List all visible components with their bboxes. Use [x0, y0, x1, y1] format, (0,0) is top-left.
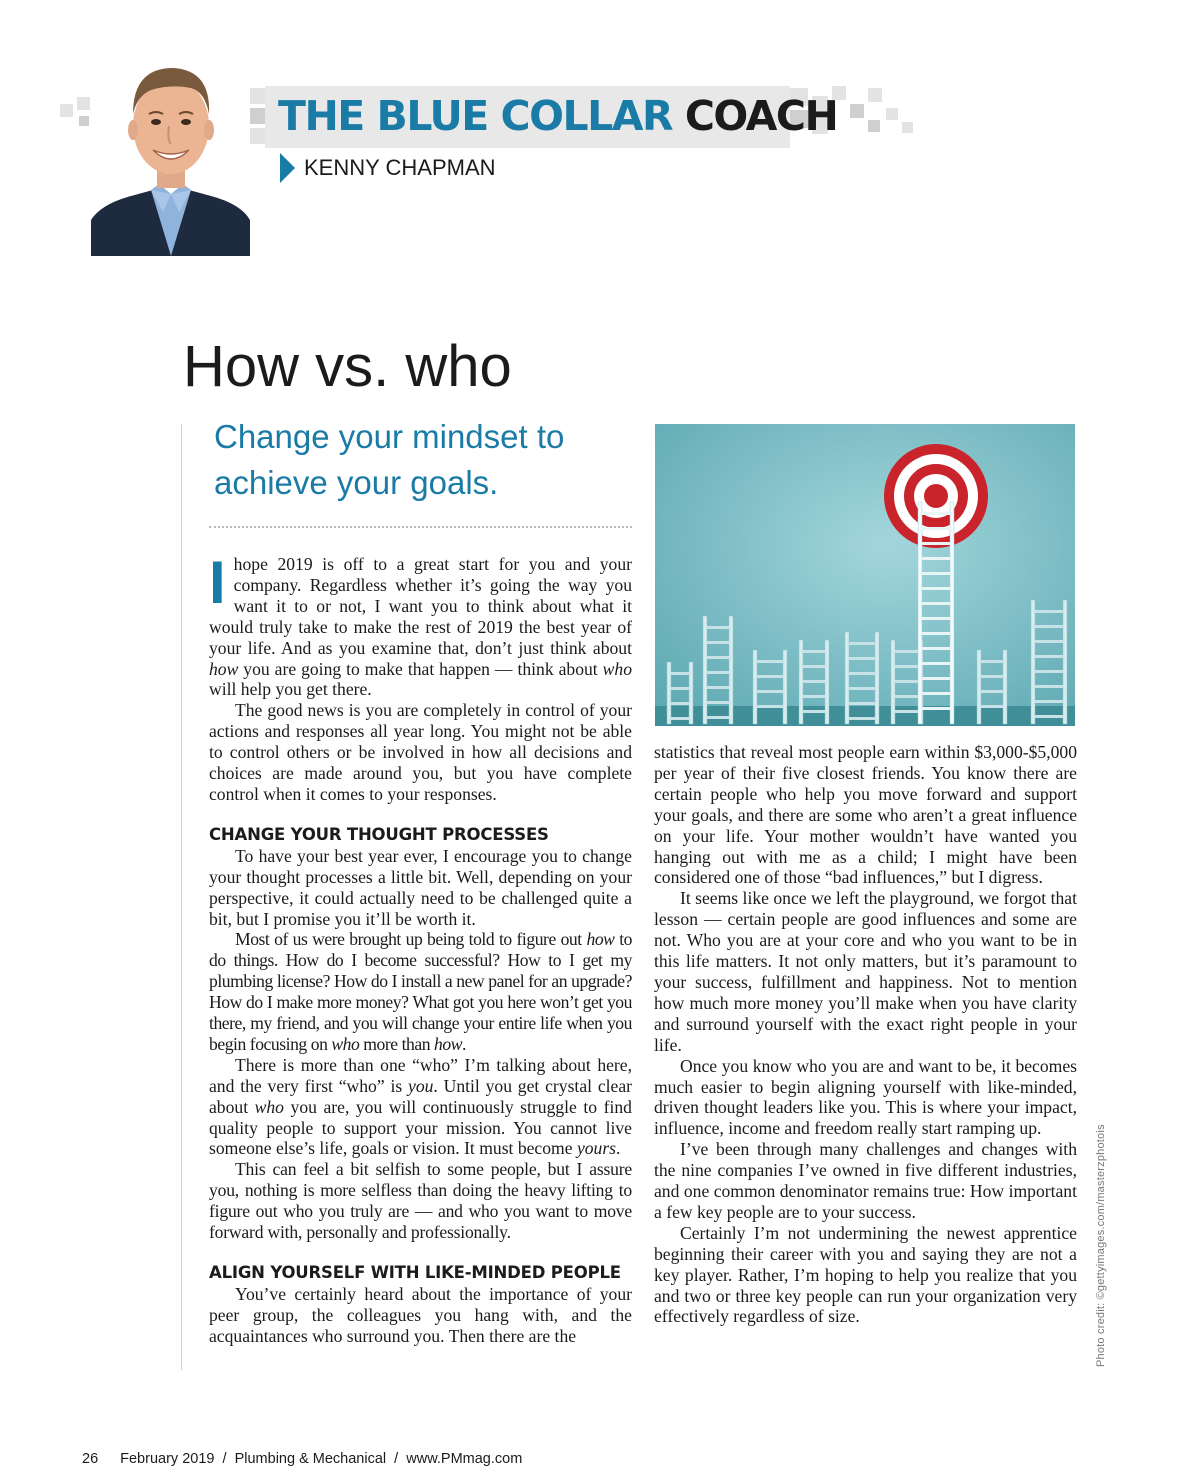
pixel-decoration: [868, 120, 880, 132]
target-icon: [884, 444, 988, 548]
pixel-decoration: [79, 116, 89, 126]
author-name: KENNY CHAPMAN: [304, 155, 496, 180]
text-run: you are going to make that happen — think about: [238, 658, 603, 679]
section-heading: CHANGE YOUR THOUGHT PROCESSES: [209, 824, 549, 844]
article-paragraph: This can feel a bit selfish to some people, but I assure you, nothing is more selfless than doing the heavy lifting to figure out who you truly are — and who you want to move forward with, personally and professionally.: [209, 1159, 632, 1243]
column-divider: [181, 424, 182, 1370]
emphasis: yours: [576, 1138, 617, 1159]
emphasis: how: [434, 1033, 463, 1054]
author-portrait: [91, 44, 250, 256]
article-column-left: [209, 549, 632, 1347]
dotted-divider: [209, 526, 632, 528]
page-footer: [82, 1451, 522, 1467]
pixel-decoration: [249, 108, 265, 124]
pixel-decoration: [886, 108, 898, 120]
column-title-blue: THE BLUE COLLAR: [278, 92, 673, 140]
pixel-decoration: [850, 104, 864, 118]
article-paragraph: Once you know who you are and want to be, it becomes much easier to begin aligning yourself with like-minded, driven thought leaders like you. This is where your impact, influence, income and freedom really start ramping up.: [654, 1055, 1077, 1139]
pixel-decoration: [77, 97, 90, 110]
column-title: [278, 90, 837, 142]
text-run: .: [462, 1033, 466, 1054]
article-paragraph: [209, 929, 632, 1054]
column-masthead: [0, 0, 1200, 270]
emphasis: who: [602, 658, 632, 679]
photo-credit: Photo credit: ©gettyimages.com/masterzphotois: [1095, 1124, 1107, 1367]
emphasis: you: [408, 1075, 434, 1096]
emphasis: who: [331, 1033, 360, 1054]
article-paragraph: You’ve certainly heard about the importance of your peer group, the colleagues you hang with, and the acquaintances who surround you. Then there are the: [209, 1283, 632, 1346]
drop-cap: I: [209, 549, 226, 616]
text-run: will help you get there.: [209, 679, 372, 700]
article-paragraph: To have your best year ever, I encourage you to change your thought processes a little bit. Well, depending on your perspective, it could actually need to be challenged quite a bit, but I promise you it’ll be worth it.: [209, 845, 632, 929]
article-paragraph: It seems like once we left the playground, we forgot that lesson — certain people are good influences and some are not. Who you are at your core and who you want to be in this life matters. It not only matters, but it’s paramount to your success, fulfillment and happiness. Not to mention how much more money you’ll make when you have clarity and surround yourself with the exact right people in your life.: [654, 888, 1077, 1055]
article-paragraph: The good news is you are completely in control of your actions and responses all year long. You might not be able to control others or be involved in how all decisions and choices are made around you, but you have complete control when it comes to your responses.: [209, 700, 632, 804]
article-paragraph: Certainly I’m not undermining the newest apprentice beginning their career with you and saying they are not a key player. Rather, I’m hoping to help you realize that you and two or three key people can run your organization very effectively regardless of size.: [654, 1222, 1077, 1327]
article-paragraph: statistics that reveal most people earn within $3,000-$5,000 per year of their five closest friends. You know there are certain people who help you move forward and support your goals, and there are some who aren’t a great influence on your life. Your mother wouldn’t have wanted you hanging out with me as a child; I might have been considered one of those “bad influences,” but I digress.: [654, 742, 1077, 888]
text-run: Most of us were brought up being told to figure out: [235, 929, 587, 950]
footer-text: February 2019 / Plumbing & Mechanical / www.PMmag.com: [120, 1451, 523, 1467]
pixel-decoration: [902, 122, 913, 133]
text-run: you are, you will continuously struggle to find quality people to support your mission. You cannot live someone else’s life, goals or vision. It must become: [209, 1096, 632, 1159]
emphasis: how: [209, 658, 239, 679]
text-run: more than: [359, 1033, 435, 1054]
article-headline: How vs. who: [183, 334, 512, 399]
text-run: to do things. How do I become successful? How to I get my plumbing license? How do I install a new panel for an upgrade? How do I make more money? What got you here won’t get you there, my friend, and you will change your entire life when you begin focusing on: [209, 929, 632, 1054]
page-number: 26: [82, 1451, 99, 1467]
pixel-decoration: [868, 88, 882, 102]
text-run: hope 2019 is off to a great start for you and your company. Regardless whether it’s going the way you want it to or not, I want you to think about what it would truly take to make the rest of 2019 the best year of your life. And as you examine that, don’t just think about: [209, 554, 632, 658]
text-run: There is more than one “who” I’m talking about here, and the very first “who” is: [209, 1054, 632, 1096]
emphasis: how: [586, 929, 615, 950]
pixel-decoration: [249, 88, 265, 104]
section-heading: ALIGN YOURSELF WITH LIKE-MINDED PEOPLE: [209, 1263, 621, 1282]
column-title-dark: COACH: [684, 92, 838, 140]
text-run: . Until you get crystal clear about: [209, 1075, 632, 1117]
text-run: .: [616, 1138, 621, 1159]
article-deck: Change your mindset to achieve your goals.: [214, 418, 565, 501]
article-column-right: [654, 742, 1077, 1327]
article-paragraph: [209, 1055, 632, 1160]
pixel-decoration: [60, 104, 73, 117]
play-arrow-icon: [280, 153, 295, 183]
target-ladders-illustration: [655, 424, 1075, 726]
article-paragraph: [209, 549, 632, 700]
article-paragraph: I’ve been through many challenges and changes with the nine companies I’ve owned in five different industries, and one common denominator remains true: How important a few key people are to your success.: [654, 1139, 1077, 1222]
emphasis: who: [254, 1096, 284, 1117]
pixel-decoration: [249, 128, 265, 144]
